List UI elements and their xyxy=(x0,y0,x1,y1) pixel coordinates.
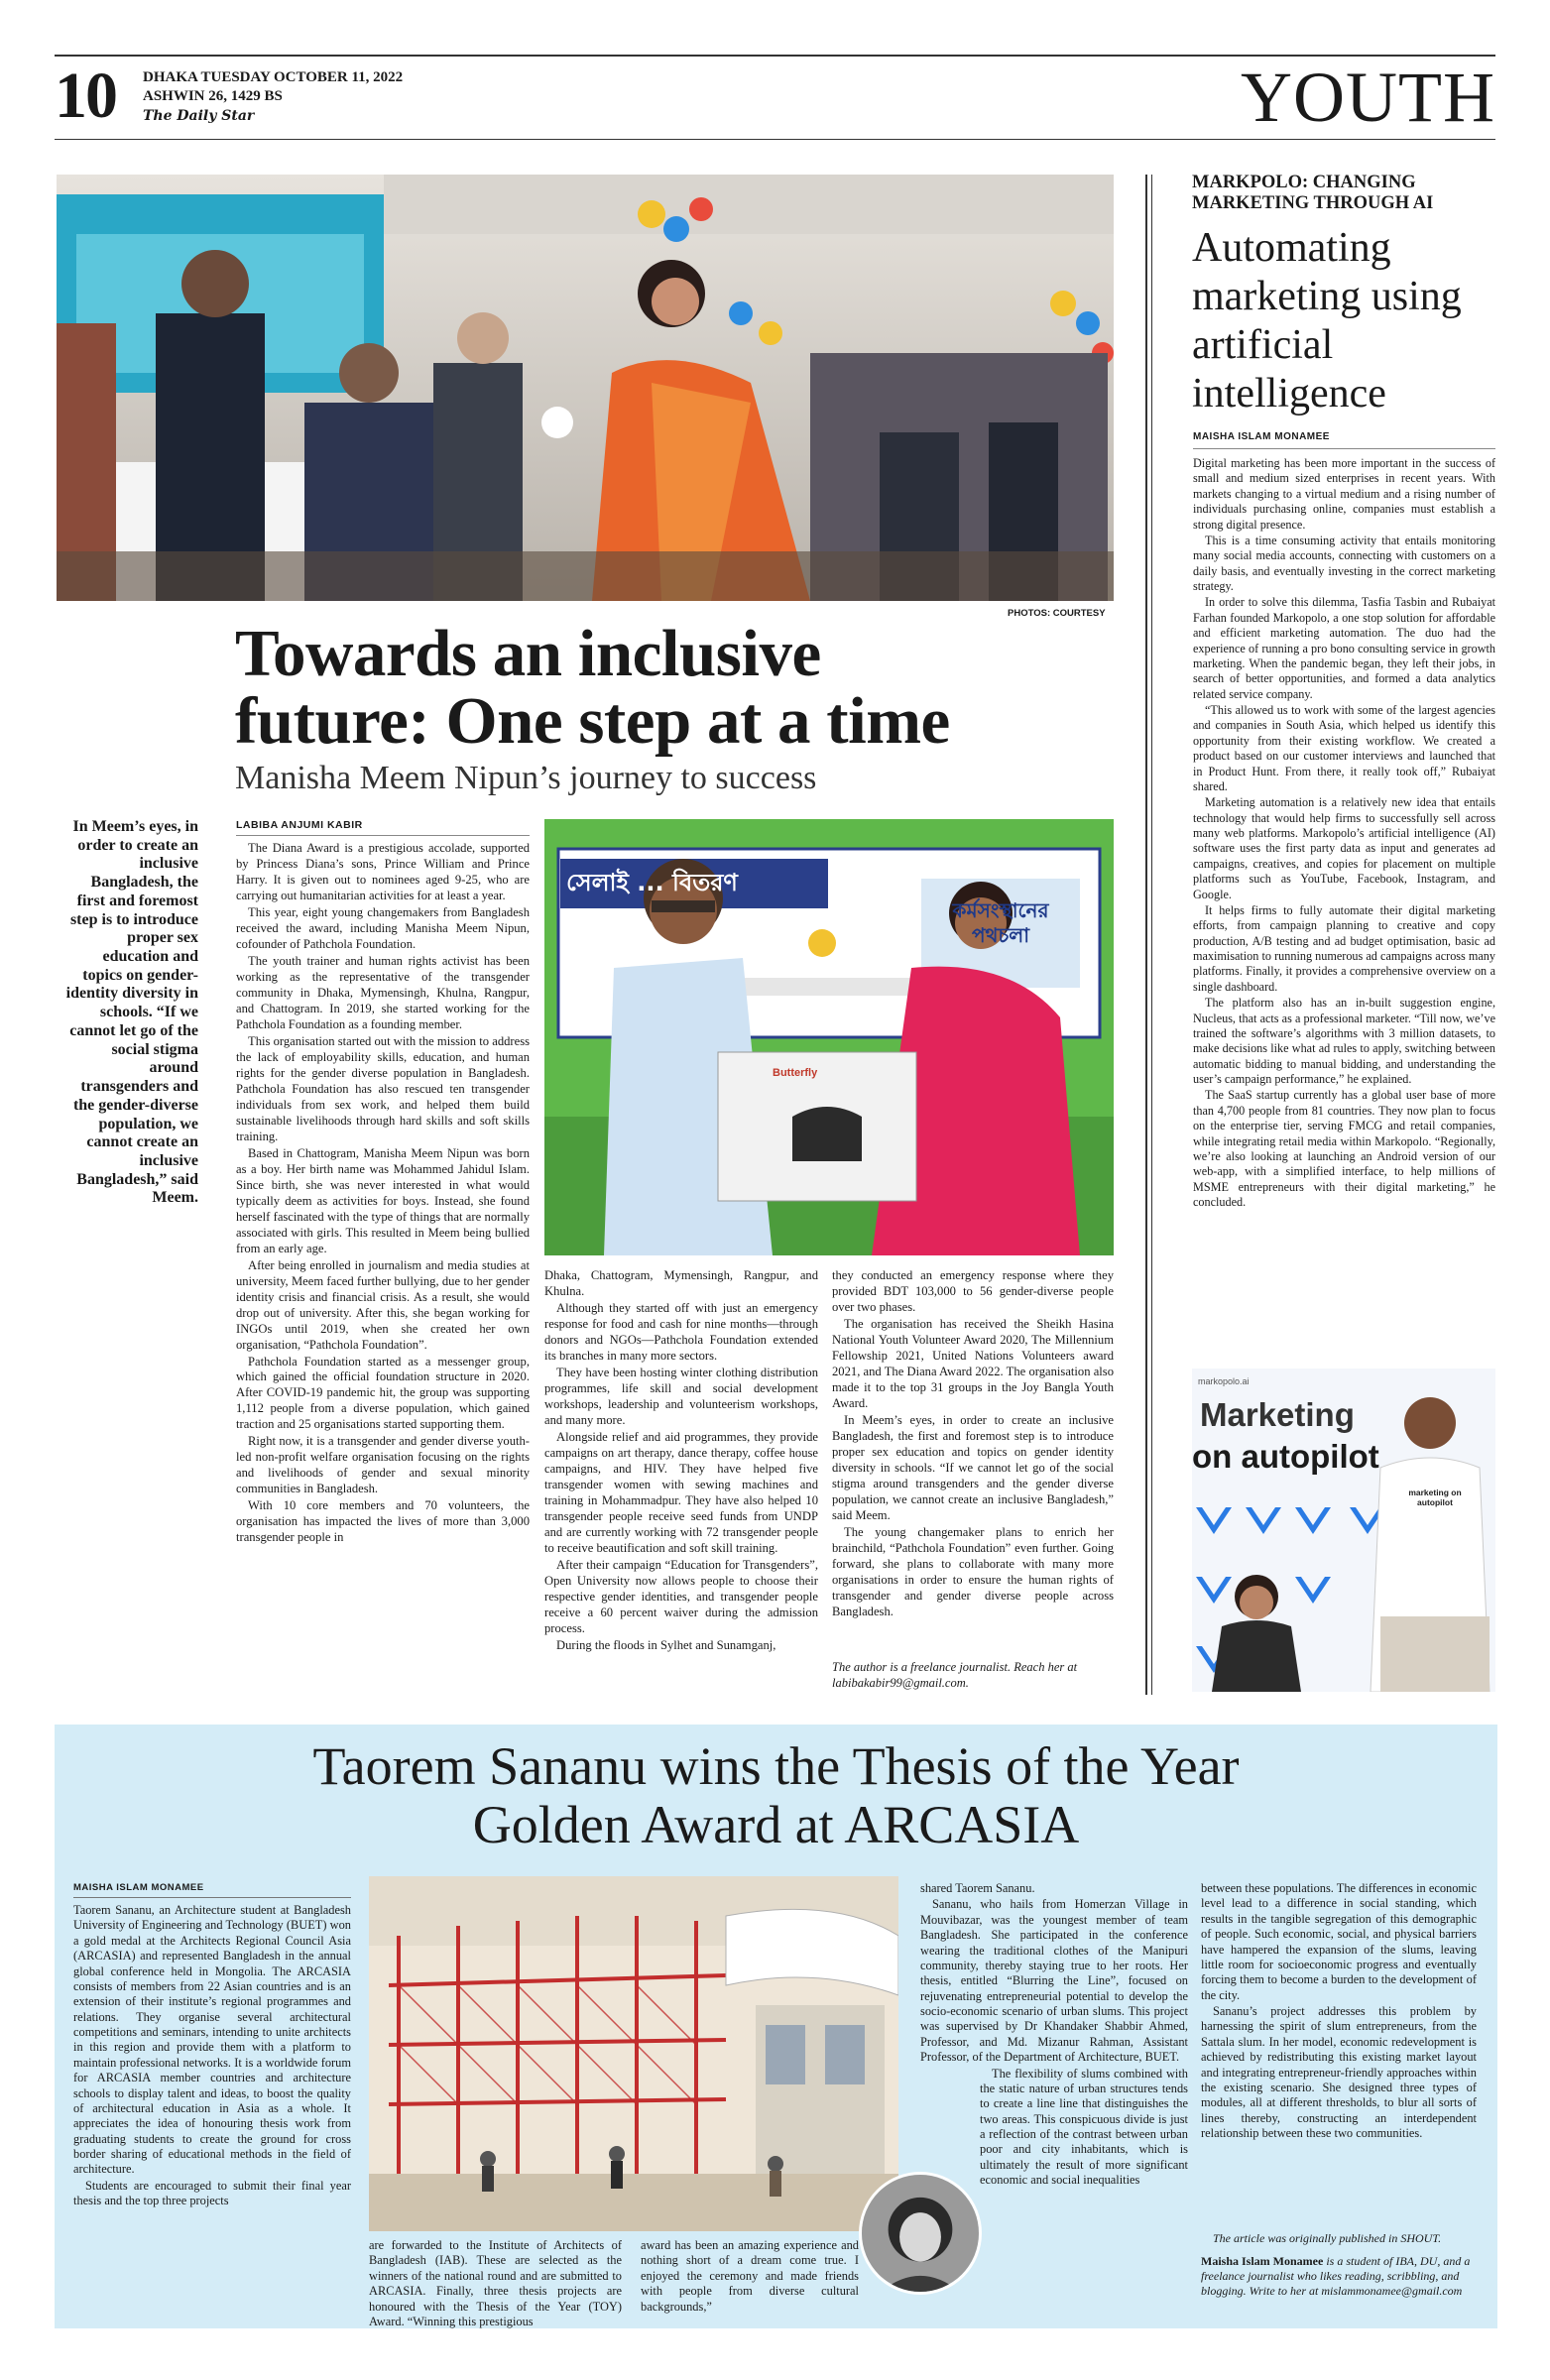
sidebar-body xyxy=(1193,456,1495,1354)
page-number: 10 xyxy=(55,60,116,132)
paragraph: Pathchola Foundation started as a messenger group, which gained the official foundation structure in 2020. After COVID-19 pandemic hit, the group was supporting 1,112 people from a diverse population, which gained traction and 25 organisations started supporting them. xyxy=(236,1354,530,1432)
main-column-2 xyxy=(544,1268,818,1695)
paragraph: Taorem Sananu, an Architecture student at Bangladesh University of Engineering and Technology (BUET) won a gold medal at the Architects Regional Council Asia (ARCASIA) and represented Bangladesh in the annual global conference held in Mongolia. The ARCASIA consists of members from 22 Asian countries and is an extension of their institute’s regional programmes and relations. They organise several architectural competitions and seminars, intending to unite architects in this region and provide them with a platform to maintain professional networks. It is a worldwide forum for ARCASIA member countries and architecture schools to display talent and ideas, to boost the quality of architectural education in Asia as a whole. It appreciates the idea of honouring thesis work from graduating students to create the ground for cross border sharing of educational methods in the field of architecture. xyxy=(73,1903,351,2177)
photo-logo-strip: markopolo.ai xyxy=(1198,1376,1250,1386)
header-bottom-rule xyxy=(55,139,1495,140)
photo-box-label: Butterfly xyxy=(773,1067,818,1079)
paragraph: This is a time consuming activity that entails monitoring many social media accounts, connecting with customers on a daily basis, and eventually investing in the correct marketing strategy. xyxy=(1193,533,1495,593)
main-column-3 xyxy=(832,1268,1114,1655)
photo-banner-right-text: কর্মসংস্থানের পথচলা xyxy=(952,898,1049,947)
paragraph: The SaaS startup currently has a global user base of more than 4,700 people from 81 countries. They now plan to focus on the enterprise tier, serving FMCG and retail companies, while integrating retail media within Markopolo. “Regionally, we’re also looking at launching an Android version of our web-app, with a simplified interface, to help millions of MSME entrepreneurs with their digital marketing,” he concluded. xyxy=(1193,1088,1495,1209)
photo-banner-left-text: সেলাই ... বিতরণ xyxy=(566,869,738,896)
paragraph: The flexibility of slums combined with the static nature of urban structures tends to create a line line that distinguishes the two areas. This conspicuous divide is just a reflection of the contrast between urban poor and city inhabitants, which is ultimately the result of more significant economic and social inequalities xyxy=(980,2066,1188,2188)
dateline-date: DHAKA TUESDAY OCTOBER 11, 2022 xyxy=(143,69,404,85)
bottom-author-note xyxy=(1201,2254,1477,2299)
main-column-1 xyxy=(236,841,530,1694)
main-headline xyxy=(235,617,950,759)
bottom-headline-line-1: Taorem Sananu wins the Thesis of the Year xyxy=(312,1736,1240,1796)
paragraph: Students are encouraged to submit their final year thesis and the top three projects xyxy=(73,2178,351,2208)
paragraph: This year, eight young changemakers from Bangladesh received the award, including Manisha Meem Nipun, cofounder of Pathchola Foundation. xyxy=(236,904,530,951)
paragraph: Right now, it is a transgender and gender diverse youth-led non-profit welfare organisation focusing on the rights and livelihoods of gender and sexual minority communities in Bangladesh. xyxy=(236,1434,530,1496)
sidebar-kicker: MARKPOLO: CHANGING MARKETING THROUGH AI xyxy=(1192,173,1434,214)
thesis-rendering-image xyxy=(369,1876,898,2231)
main-author-note: The author is a freelance journalist. Reach her at labibakabir99@gmail.com. xyxy=(832,1660,1078,1691)
paragraph: With 10 core members and 70 volunteers, the organisation has impacted the lives of more than 3,000 transgender people in xyxy=(236,1498,530,1545)
paragraph: Digital marketing has been more important in the success of small and medium sized enterprises in recent years. With markets changing to a virtual medium and a rising number of individuals purchasing online, companies must establish a strong digital presence. xyxy=(1193,456,1495,532)
main-subhead: Manisha Meem Nipun’s journey to success xyxy=(235,760,817,796)
author-name: Maisha Islam Monamee xyxy=(1201,2254,1324,2268)
photo-tshirt-text: marketing on autopilot xyxy=(1408,1488,1462,1507)
top-rule xyxy=(55,55,1495,57)
sidebar-divider xyxy=(1145,175,1147,1695)
paragraph: Although they started off with just an emergency response for food and cash for nine months—through donors and NGOs—Pathchola Foundation extended its branches in many more sectors. xyxy=(544,1300,818,1363)
bottom-headline xyxy=(55,1737,1497,1855)
bottom-column-5 xyxy=(1201,1881,1477,2223)
paragraph: “This allowed us to work with some of the largest agencies and companies in South Asia, which helped us identify this opportunity from their existing workflow. We created a product based on our customer interviews and launched that in Product Hunt. From there, it really took off,” Rubaiyat shared. xyxy=(1193,703,1495,793)
sidebar-divider xyxy=(1151,175,1152,1695)
paragraph: The platform also has an in-built suggestion engine, Nucleus, that acts as a professional marketer. “Till now, we’ve trained the software’s algorithms with 3 million datasets, to make decisions like what ad rules to apply, switching between automatic bidding to manual bidding, and understanding the user’s campaign performance,” he explained. xyxy=(1193,996,1495,1086)
paragraph: This organisation started out with the mission to address the lack of employability skills, education, and human rights for the gender diverse population in Bangladesh. Pathchola Foundation has also rescued ten transgender individuals from sex work, and helped them build sustainable livelihoods through hard skills and soft skills training. xyxy=(236,1033,530,1143)
headline-line-1: Towards an inclusive xyxy=(235,617,821,690)
paragraph: Alongside relief and aid programmes, they provide campaigns on art therapy, dance therapy, coffee house campaigns, and HIV. They have helped five transgender women with sewing machines and training in Mohammadpur. They have also helped 10 transgender people receive seed funds from UNDP and are currently working with 72 transgender people to receive beautification and soft skill training. xyxy=(544,1429,818,1555)
paragraph: shared Taorem Sananu. xyxy=(920,1881,1035,1895)
paragraph: Sananu, who hails from Homerzan Village in Mouvibazar, was the youngest member of team Bangladesh. She participated in the conference wearing the traditional clothes of the Manipuri community, thereby staying true to her roots. Her thesis, entitled “Blurring the Line”, focused on rejuvenating entrepreneurial potential to develop the socio-economic scenario of urban slums. This project was supervised by Dr Khandaker Shabbir Ahmed, Professor, and Md. Mizanur Rahman, Assistant Professor, of the Department of Architecture, BUET. xyxy=(920,1897,1188,2065)
sidebar-headline: Automating marketing using artificial intelligence xyxy=(1192,225,1462,417)
dateline-bangla-date: ASHWIN 26, 1429 BS xyxy=(143,88,283,104)
photo-credit: PHOTOS: COURTESY xyxy=(1008,608,1106,619)
bottom-headline-line-2: Golden Award at ARCASIA xyxy=(472,1795,1080,1855)
section-title: YOUTH xyxy=(1241,58,1495,137)
paragraph: It helps firms to fully automate their digital marketing efforts, from campaign planning to creative and copy production, A/B testing and ad budget optimisation, basic ad maximisation to running numerous ad campaigns across many platforms. Finally, it provides a comprehensive overview on a single dashboard. xyxy=(1193,902,1495,994)
sidebar-byline: MAISHA ISLAM MONAMEE xyxy=(1193,431,1330,442)
bottom-byline-rule xyxy=(73,1897,351,1898)
paragraph: After being enrolled in journalism and media studies at university, Meem faced further bullying, due to her gender identity crisis and financial crisis. As a result, she would drop out of university. After this, she began working for INGOs until 2019, when she created her own organisation, “Pathchola Foundation”. xyxy=(236,1257,530,1352)
paragraph: The organisation has received the Sheikh Hasina National Youth Volunteer Award 2020, The Millennium Fellowship 2021, United Nations Volunteers award 2021, and The Diana Award 2022. The organisation also made it to the top 31 groups in the Joy Bangla Youth Award. xyxy=(832,1316,1114,1410)
sewing-machine-photo xyxy=(544,819,1114,1255)
bottom-column-1 xyxy=(73,1903,351,2320)
bottom-column-4 xyxy=(920,1881,1188,2318)
paragraph: Sananu’s project addresses this problem by harnessing the spirit of slum entrepreneurs, from the Sattala slum. In her model, economic redevelopment is achieved by redistributing this existing market layout and integrating entrepreneur-friendly approaches within the existing scenario. She designed three types of modules, all at different thresholds, to blur all sorts of lines thereby, constructing an interdependent relationship between these two communities. xyxy=(1201,2004,1477,2140)
paragraph: During the floods in Sylhet and Sunamganj, xyxy=(556,1637,776,1652)
paragraph: The Diana Award is a prestigious accolade, supported by Princess Diana’s sons, Prince William and Prince Harry. It is given out to nominees aged 9-25, who are carrying out humanitarian activities for at least a year. xyxy=(236,841,530,902)
paragraph: After their campaign “Education for Transgenders”, Open University now allows people to choose their respective gender identities, and transgender people receive a 60 percent waiver during the admission process. xyxy=(544,1557,818,1635)
award-ceremony-photo xyxy=(57,175,1114,601)
bottom-column-2: are forwarded to the Institute of Architects of Bangladesh (IAB). These are selected as the winners of the national round and are submitted to ARCASIA. Finally, three thesis projects are honoured with the Thesis of the Year (TOY) Award. “Winning this prestigious xyxy=(369,2238,622,2328)
paragraph: In Meem’s eyes, in order to create an inclusive Bangladesh, the first and foremost step is to introduce proper sex education and topics on gender identity diversity in schools. “If we cannot let go of the social stigma around transgenders and the gender diverse population, we cannot create an inclusive Bangladesh,” said Meem. xyxy=(832,1412,1114,1522)
author-note-text: is a student of IBA, DU, and a freelance journalist who likes reading, scribbling, and blogging. Write to her at mislammonamee@gmail.com xyxy=(1201,2254,1471,2298)
masthead-logo: The Daily Star xyxy=(143,108,255,124)
paragraph: between these populations. The differences in economic level lead to a difference in social standing, which results in the tangible segregation of this demographic of people. Such economic, social, and physical barriers have hampered the expansion of the slums, leaving little room for socioeconomic progress and eventually forcing them to become a burden to the development of the city. xyxy=(1201,1881,1477,2002)
paragraph: They have been hosting winter clothing distribution programmes, life skill and social development workshops, leadership and volunteerism workshops, and many more. xyxy=(544,1365,818,1427)
paragraph: they conducted an emergency response where they provided BDT 103,000 to 56 gender-diverse people over two phases. xyxy=(832,1268,1114,1314)
paragraph: Based in Chattogram, Manisha Meem Nipun was born as a boy. Her birth name was Mohammed Jahidul Islam. Since birth, she was never interested in what would typically deem as activities for boys. Instead, she found herself fascinated with the type of things that are normally associated with girls. This resulted in Meem being bullied from an early age. xyxy=(236,1145,530,1255)
markopolo-founders-photo xyxy=(1192,1368,1495,1692)
main-byline: LABIBA ANJUMI KABIR xyxy=(236,819,363,831)
paragraph: The young changemaker plans to enrich her brainchild, “Pathchola Foundation” even further. Going forward, she plans to collaborate with many more organisations in order to ensure the human rights of transgender and gender diverse people across Bangladesh. xyxy=(832,1524,1114,1618)
headline-line-2: future: One step at a time xyxy=(235,684,950,759)
bottom-byline: MAISHA ISLAM MONAMEE xyxy=(73,1882,204,1893)
paragraph: Marketing automation is a relatively new idea that entails technology that would help firms to successfully sell across many web platforms. Markopolo’s artificial intelligence (AI) software uses the first party data as input and generates ad campaigns, creatives, and copies for placement on multiple platforms such as YouTube, Facebook, Instagram, and Google. xyxy=(1193,795,1495,901)
photo-banner-autopilot: on autopilot xyxy=(1192,1438,1379,1475)
pull-quote: In Meem’s eyes, in order to create an inclusive Bangladesh, the first and foremost step is to introduce proper sex education and topics on gender-identity diversity in schools. “If we cannot let go of the social stigma around transgenders and the gender-diverse population, we cannot create an inclusive Bangladesh,” said Meem. xyxy=(65,818,198,1207)
photo-banner-marketing: Marketing xyxy=(1200,1396,1355,1433)
byline-rule xyxy=(236,835,530,836)
paragraph: Dhaka, Chattogram, Mymensingh, Rangpur, and Khulna. xyxy=(544,1268,818,1298)
paragraph: The youth trainer and human rights activist has been working as the representative of the transgender community in Dhaka, Mymensingh, Khulna, Rangpur, and Chattogram. In 2019, she started working for the Pathchola Foundation as a founding member. xyxy=(236,953,530,1031)
shout-note: The article was originally published in SHOUT. xyxy=(1213,2231,1442,2245)
paragraph: In order to solve this dilemma, Tasfia Tasbin and Rubaiyat Farhan founded Markopolo, a one stop solution for affordable and efficient marketing automation. The duo had the experience of running a pro bono consulting service in growth marketing. When the pandemic began, they left their jobs, in search of better opportunities, and formed a data analytics related service company. xyxy=(1193,595,1495,701)
sidebar-byline-rule xyxy=(1193,448,1495,449)
bottom-column-3: award has been an amazing experience and nothing short of a dream come true. I enjoyed the ceremony and made friends with people from diverse cultural backgrounds,” xyxy=(641,2238,859,2314)
